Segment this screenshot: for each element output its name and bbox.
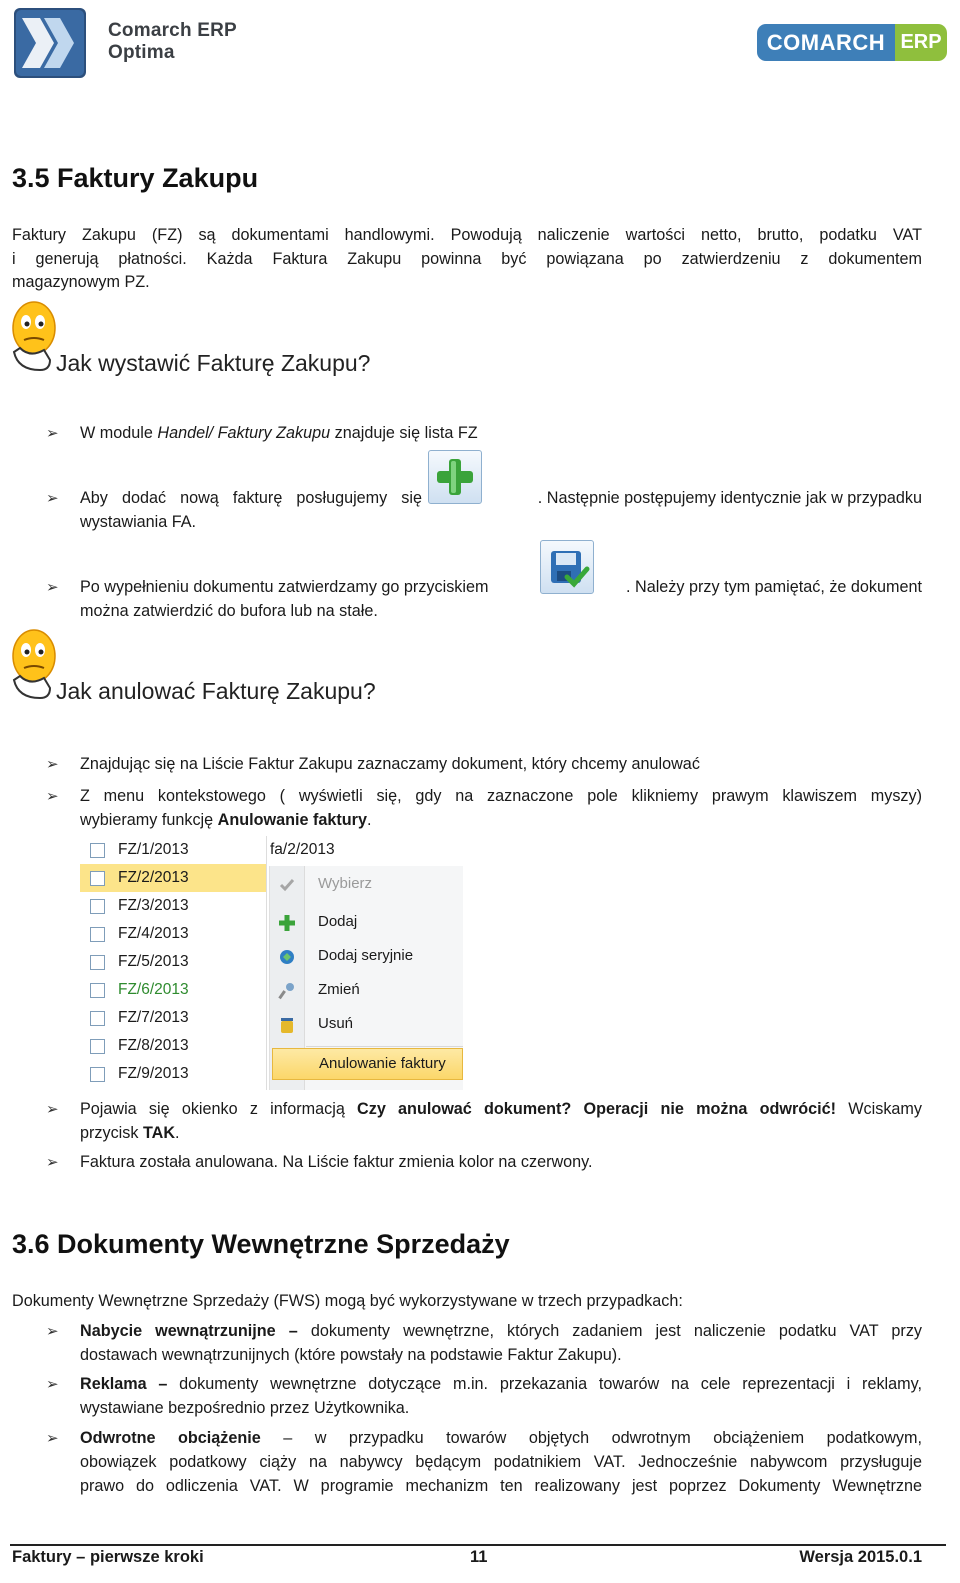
list-item[interactable]	[80, 1032, 266, 1060]
arrow-bullet-icon: ➢	[46, 788, 59, 805]
q1-b1-pre: W module	[80, 424, 158, 442]
list-item-label: FZ/2/2013	[118, 869, 189, 886]
intro-line-1: Faktury Zakupu (FZ) są dokumentami handlowymi. Powodują naliczenie wartości netto, brutto, podatku VAT	[12, 226, 922, 244]
add-button[interactable]	[428, 450, 482, 504]
optima-logo-icon	[14, 8, 86, 78]
s36-b1-term: Nabycie wewnątrzunijne –	[80, 1322, 298, 1340]
row-checkbox[interactable]	[90, 927, 105, 942]
q2-b2-line2	[80, 809, 922, 833]
q1-b3-pre: Po wypełnieniu dokumentu zatwierdzamy go przyciskiem	[80, 578, 489, 596]
plus-icon	[278, 914, 296, 932]
q2-b3-line1	[80, 1098, 922, 1122]
logo-text	[108, 20, 237, 64]
q2-bullet-1: Znajdując się na Liście Faktur Zakupu zaznaczamy dokument, który chcemy anulować	[80, 755, 700, 773]
section-3-5-intro	[12, 224, 922, 295]
arrow-bullet-icon: ➢	[46, 1376, 59, 1393]
s36-b3-line3: prawo do odliczenia VAT. W programie mechanizm ten realizowany jest poprzez Dokumenty Wewnętrzne	[80, 1477, 922, 1495]
row-checkbox[interactable]	[90, 983, 105, 998]
footer-version: Wersja 2015.0.1	[799, 1548, 922, 1566]
arrow-bullet-icon: ➢	[46, 756, 59, 773]
q2-b2-function: Anulowanie faktury	[217, 811, 367, 829]
arrow-bullet-icon: ➢	[46, 490, 59, 507]
q2-b3-pre: Pojawia się okienko z informacją	[80, 1100, 358, 1118]
thinking-smiley-icon	[10, 628, 58, 700]
menu-item-select[interactable]	[270, 868, 463, 900]
q1-b2-post: . Następnie postępujemy identycznie jak w przypadku	[537, 489, 922, 507]
s36-b2-line2: wystawiane bezpośrednio przez Użytkownika.	[80, 1399, 410, 1417]
row-checkbox[interactable]	[90, 871, 105, 886]
arrow-bullet-icon: ➢	[46, 579, 59, 596]
list-item-label: FZ/8/2013	[118, 1037, 189, 1054]
arrow-bullet-icon: ➢	[46, 1154, 59, 1171]
menu-item-edit[interactable]	[270, 974, 463, 1006]
row-checkbox[interactable]	[90, 1011, 105, 1026]
invoice-list	[80, 836, 267, 1090]
list-item-label: FZ/5/2013	[118, 953, 189, 970]
footer-divider	[10, 1544, 946, 1546]
menu-item-label: Dodaj seryjnie	[318, 947, 414, 964]
list-item[interactable]	[80, 1004, 266, 1032]
menu-item-label: Dodaj	[318, 913, 358, 930]
menu-item-add-batch[interactable]	[270, 940, 463, 972]
list-item[interactable]	[80, 920, 266, 948]
q1-b1-post: znajduje się lista FZ	[330, 424, 478, 442]
q2-bullet-4: Faktura została anulowana. Na Liście faktur zmienia kolor na czerwony.	[80, 1153, 593, 1171]
checkmark-icon	[278, 876, 296, 894]
arrow-bullet-icon: ➢	[46, 1323, 59, 1340]
context-menu-screenshot	[80, 836, 462, 1090]
logo-text-line1: Comarch ERP	[108, 20, 237, 41]
q2-b2-post: .	[366, 811, 372, 829]
list-item-label: FZ/9/2013	[118, 1065, 189, 1082]
list-item-label: FZ/1/2013	[118, 841, 189, 858]
question-cancel-invoice: Jak anulować Fakturę Zakupu?	[56, 678, 376, 704]
section-title-3-6: 3.6 Dokumenty Wewnętrzne Sprzedaży	[12, 1229, 510, 1259]
edit-icon	[278, 982, 296, 1000]
batch-add-icon	[278, 948, 296, 966]
q2-b3-line2-pre: przycisk	[80, 1124, 143, 1142]
plus-icon	[429, 451, 481, 503]
list-item[interactable]	[80, 976, 266, 1004]
row-checkbox[interactable]	[90, 1067, 105, 1082]
list-item-selected[interactable]	[80, 864, 266, 892]
row-checkbox[interactable]	[90, 843, 105, 858]
q1-b2-pre: Aby dodać nową fakturę posługujemy się	[80, 489, 422, 507]
s36-b3-line2: obowiązek podatkowy ciąży na nabywcy będącym podatnikiem VAT. Jednocześnie nabywcom przysługuje	[80, 1453, 922, 1471]
q2-b3-line2-post: .	[175, 1124, 180, 1142]
s36-b2-line1	[80, 1373, 922, 1397]
comarch-erp-badge	[757, 24, 947, 62]
menu-item-cancel-invoice[interactable]	[272, 1048, 463, 1080]
s36-b1-line1	[80, 1320, 922, 1344]
s36-b3-term: Odwrotne obciążenie	[80, 1429, 261, 1447]
comarch-erp-optima-logo	[14, 6, 246, 80]
floppy-disk-icon	[541, 541, 593, 593]
s36-b3-text: – w przypadku towarów objętych odwrotnym obciążeniem podatkowym,	[260, 1429, 922, 1447]
second-column-cell	[270, 836, 462, 864]
intro-line-2: i generują płatności. Każda Faktura Zakupu powinna być powiązana po zatwierdzeniu z dokumentem	[12, 249, 922, 268]
menu-item-label: Zmień	[318, 981, 360, 998]
row-checkbox[interactable]	[90, 899, 105, 914]
s36-b2-text: dokumenty wewnętrzne dotyczące m.in. przekazania towarów na cele reprezentacji i reklamy,	[167, 1375, 923, 1393]
thinking-smiley-icon	[10, 300, 58, 372]
footer-left: Faktury – pierwsze kroki	[12, 1548, 204, 1566]
arrow-bullet-icon: ➢	[46, 425, 59, 442]
section-3-6-intro: Dokumenty Wewnętrzne Sprzedaży (FWS) mogą być wykorzystywane w trzech przypadkach:	[12, 1292, 683, 1310]
s36-b2-term: Reklama –	[80, 1375, 168, 1393]
list-item[interactable]	[80, 892, 266, 920]
q1-b3-post: . Należy przy tym pamiętać, że dokument	[626, 578, 922, 596]
list-item[interactable]	[80, 836, 266, 864]
arrow-bullet-icon: ➢	[46, 1430, 59, 1447]
list-item-label: FZ/7/2013	[118, 1009, 189, 1026]
menu-item-label: Usuń	[318, 1015, 354, 1032]
q1-bullet-1	[80, 422, 922, 446]
q1-b1-module: Handel/ Faktury Zakupu	[157, 424, 331, 442]
s36-b3-line1	[80, 1427, 922, 1451]
menu-item-add[interactable]	[270, 906, 463, 938]
second-column-label: fa/2/2013	[270, 841, 335, 858]
intro-line-3: magazynowym PZ.	[12, 273, 150, 291]
q2-b3-line2	[80, 1122, 922, 1146]
list-item-label: FZ/3/2013	[118, 897, 189, 914]
menu-item-label: Wybierz	[318, 875, 373, 892]
q1-b3-line2: można zatwierdzić do bufora lub na stałe.	[80, 602, 378, 620]
context-menu	[269, 866, 463, 1090]
q2-b3-yes: TAK	[142, 1124, 176, 1142]
q2-b2-line1: Z menu kontekstowego ( wyświetli się, gdy na zaznaczone pole klikniemy prawym klawiszem myszy)	[80, 787, 922, 805]
s36-b1-line2: dostawach wewnątrzunijnych (które powstały na podstawie Faktur Zakupu).	[80, 1346, 622, 1364]
menu-item-delete[interactable]	[270, 1008, 463, 1040]
erp-badge-text: ERP	[895, 24, 947, 61]
q2-b3-message: Czy anulować dokument? Operacji nie można odwrócić!	[357, 1100, 837, 1118]
list-item[interactable]	[80, 1060, 266, 1088]
q2-b3-post: Wciskamy	[836, 1100, 922, 1118]
logo-text-line2: Optima	[108, 42, 175, 63]
footer-page-number: 11	[470, 1548, 488, 1566]
menu-divider	[306, 1046, 463, 1047]
arrow-bullet-icon: ➢	[46, 1101, 59, 1118]
q1-b2-line2: wystawiania FA.	[80, 513, 197, 531]
row-checkbox[interactable]	[90, 1039, 105, 1054]
q2-b2-pre: wybieramy funkcję	[80, 811, 218, 829]
question-issue-invoice: Jak wystawić Fakturę Zakupu?	[56, 350, 371, 376]
list-item-label: FZ/6/2013	[118, 981, 189, 998]
row-checkbox[interactable]	[90, 955, 105, 970]
trash-icon	[278, 1016, 296, 1034]
comarch-badge-text: COMARCH	[757, 24, 895, 61]
list-item-label: FZ/4/2013	[118, 925, 189, 942]
menu-item-label: Anulowanie faktury	[319, 1055, 446, 1072]
section-title-3-5: 3.5 Faktury Zakupu	[12, 163, 259, 193]
s36-b1-text: dokumenty wewnętrzne, których zadaniem jest naliczenie podatku VAT przy	[297, 1322, 923, 1340]
save-button[interactable]	[540, 540, 594, 594]
list-item[interactable]	[80, 948, 266, 976]
